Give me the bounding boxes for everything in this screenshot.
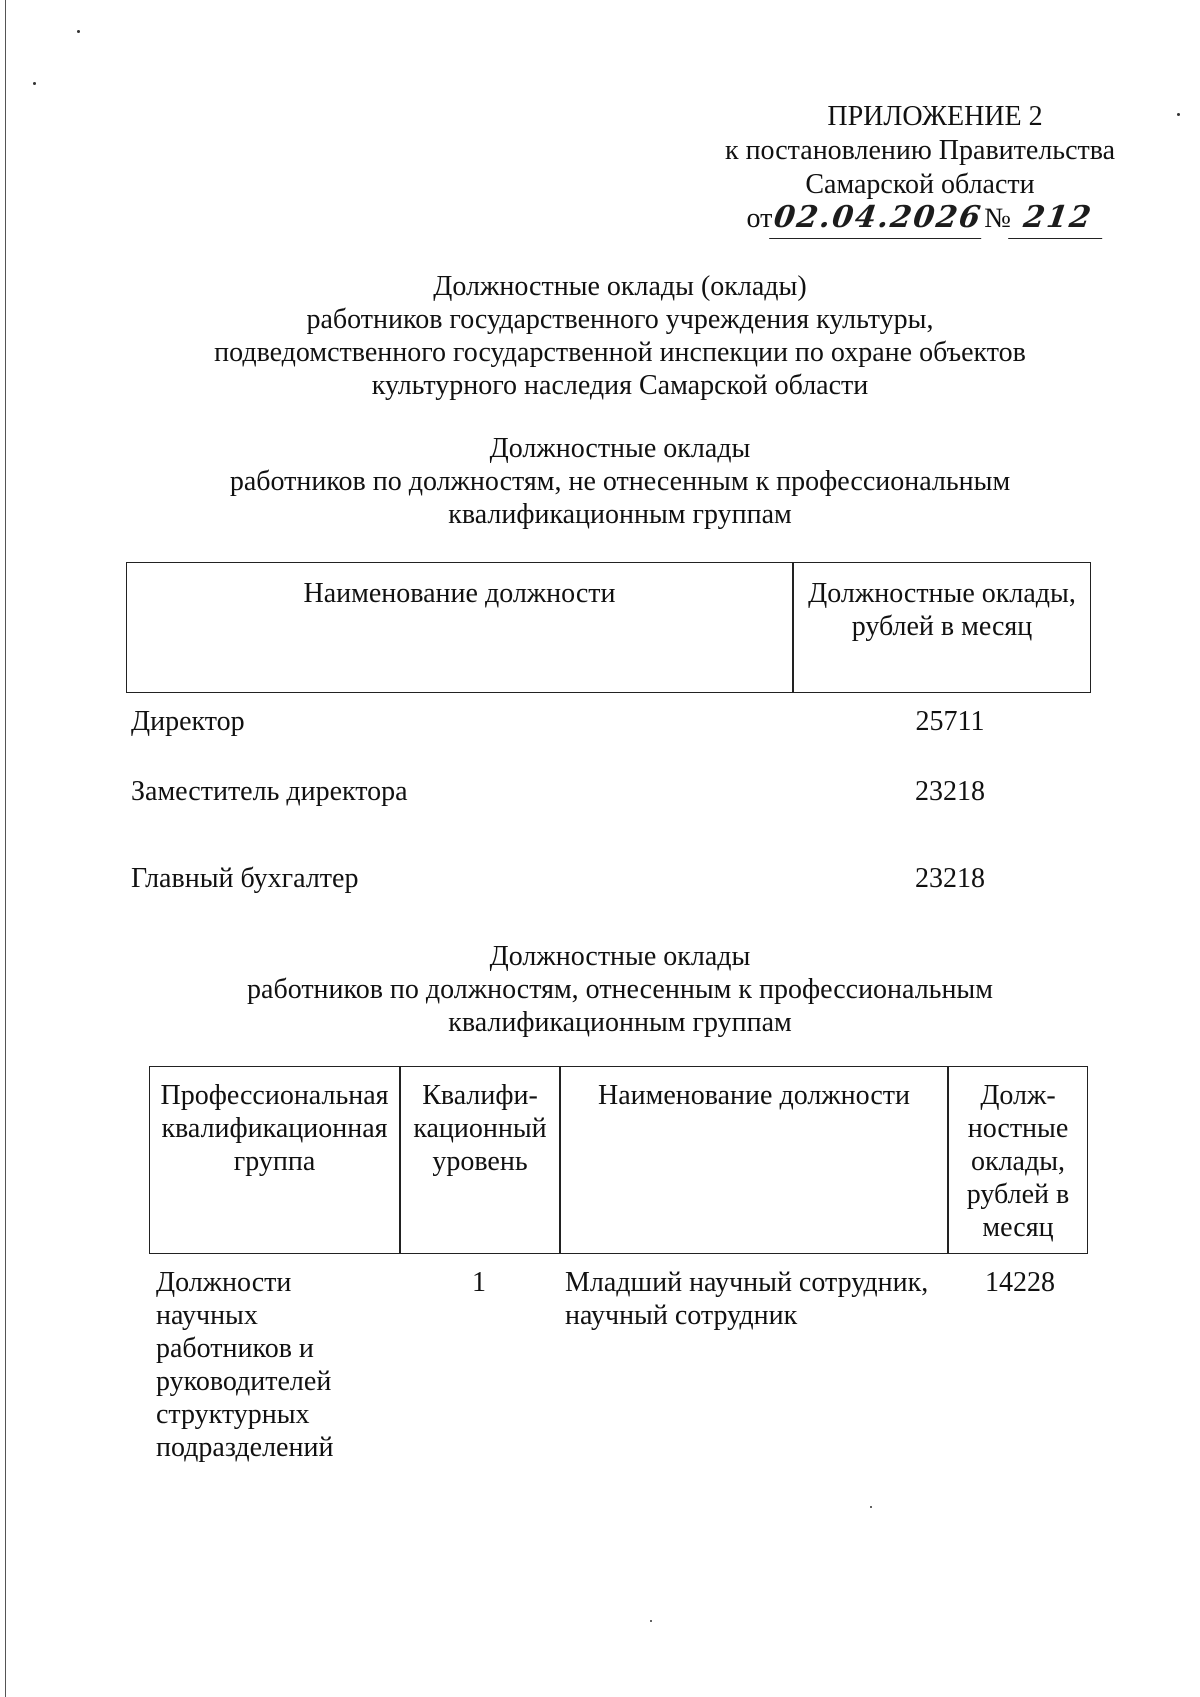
table2-row-group: Должности научных работников и руководителей структурных подразделений bbox=[156, 1267, 334, 1463]
decree-date-line bbox=[747, 198, 1105, 239]
scan-speck bbox=[33, 82, 36, 85]
header-qualification-group: Профессиональная квалификационная группа bbox=[160, 1080, 389, 1177]
appendix-line-2: Самарской области bbox=[805, 169, 1035, 200]
scan-edge-line bbox=[5, 0, 6, 1697]
table1-row-name: Главный бухгалтер bbox=[131, 863, 359, 894]
table2-row-level: 1 bbox=[472, 1267, 486, 1298]
section1-title: Должностные оклады работников по должностям, не отнесенным к профессиональным квалификационным группам bbox=[229, 433, 1011, 530]
appendix-line-1: к постановлению Правительства bbox=[724, 135, 1116, 166]
appendix-title: ПРИЛОЖЕНИЕ 2 bbox=[827, 101, 1043, 132]
number-prefix: № bbox=[984, 203, 1011, 234]
header-position-name: Наименование должности bbox=[303, 578, 616, 609]
header-position-name: Наименование должности bbox=[598, 1080, 910, 1111]
table2-row-salary: 14228 bbox=[985, 1267, 1055, 1298]
table1-row-salary: 23218 bbox=[915, 863, 985, 894]
header-salary: Долж- ностные оклады, рублей в месяц bbox=[966, 1080, 1070, 1243]
header-qualification-level: Квалифи- кационный уровень bbox=[413, 1080, 547, 1177]
table1-row-name: Директор bbox=[131, 706, 245, 737]
scan-speck bbox=[77, 30, 80, 33]
appendix-block bbox=[710, 100, 1130, 202]
table1-row-salary: 25711 bbox=[915, 706, 985, 737]
table2-header bbox=[149, 1066, 1088, 1254]
scan-speck bbox=[1177, 113, 1180, 116]
table1-row-salary: 23218 bbox=[915, 776, 985, 807]
scan-speck bbox=[870, 1506, 872, 1508]
table1-row-name: Заместитель директора bbox=[131, 776, 408, 807]
section2-title: Должностные оклады работников по должностям, отнесенным к профессиональным квалификационным группам bbox=[247, 941, 993, 1038]
header-salary: Должностные оклады, рублей в месяц bbox=[808, 578, 1076, 642]
handwritten-number: 212 bbox=[1008, 198, 1108, 239]
table2-row-position: Младший научный сотрудник, научный сотрудник bbox=[565, 1267, 929, 1331]
handwritten-date: 02.04.2026 bbox=[770, 198, 988, 239]
scan-speck bbox=[650, 1620, 652, 1622]
main-title: Должностные оклады (оклады) работников государственного учреждения культуры, подведомственного государственной инспекции по охране объектов культурного наследия Самарской области bbox=[214, 271, 1026, 401]
table1-header bbox=[126, 562, 1091, 693]
date-prefix: от bbox=[746, 203, 773, 234]
